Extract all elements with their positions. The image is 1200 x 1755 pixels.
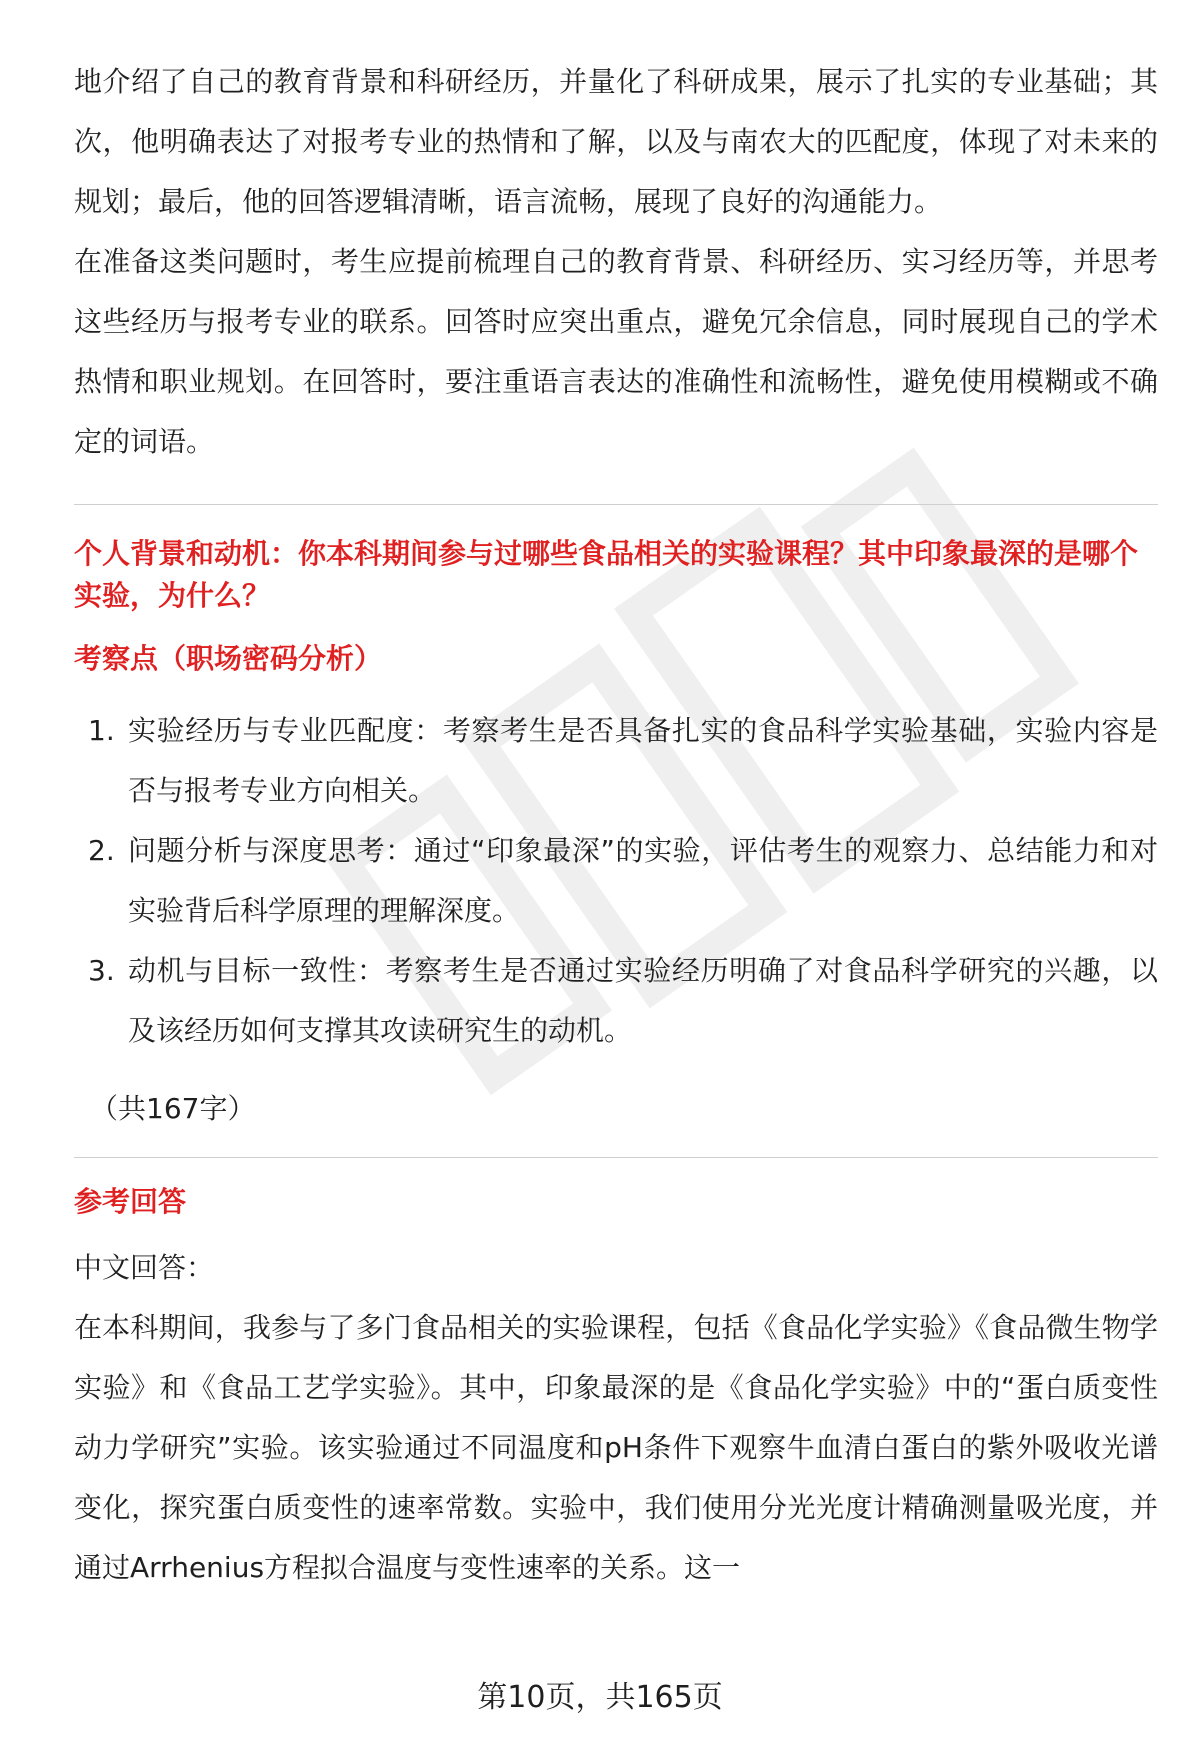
document-page xyxy=(74,52,1158,1598)
section-divider xyxy=(74,1157,1158,1158)
section-divider xyxy=(74,504,1158,505)
focus-points-list xyxy=(74,701,1158,1061)
focus-point: 2. 问题分析与深度思考：通过“印象最深”的实验，评估考生的观察力、总结能力和对实验背后科学原理的理解深度。 xyxy=(88,834,1158,927)
page-footer: 第10页，共165页 xyxy=(477,1680,723,1715)
intro-paragraph-2: 在准备这类问题时，考生应提前梳理自己的教育背景、科研经历、实习经历等，并思考这些经历与报考专业的联系。回答时应突出重点，避免冗余信息，同时展现自己的学术热情和职业规划。在回答时，要注重语言表达的准确性和流畅性，避免使用模糊或不确定的词语。 xyxy=(74,245,1158,458)
answer-label: 中文回答： xyxy=(74,1251,215,1284)
answer-heading: 参考回答 xyxy=(74,1185,187,1218)
answer-text: 在本科期间，我参与了多门食品相关的实验课程，包括《食品化学实验》《食品微生物学实验》和《食品工艺学实验》。其中，印象最深的是《食品化学实验》中的“蛋白质变性动力学研究”实验。该实验通过不同温度和pH条件下观察牛血清白蛋白的紫外吸收光谱变化，探究蛋白质变性的速率常数。实验中，我们使用分光光度计精确测量吸光度，并通过Arrhenius方程拟合温度与变性速率的关系。这一 xyxy=(74,1311,1158,1584)
focus-point: 3. 动机与目标一致性：考察考生是否通过实验经历明确了对食品科学研究的兴趣，以及该经历如何支撑其攻读研究生的动机。 xyxy=(88,954,1158,1047)
question-title: 个人背景和动机：你本科期间参与过哪些食品相关的实验课程？其中印象最深的是哪个实验，为什么？ xyxy=(74,537,1139,612)
word-count: （共167字） xyxy=(90,1092,256,1125)
focus-point: 1. 实验经历与专业匹配度：考察考生是否具备扎实的食品科学实验基础，实验内容是否与报考专业方向相关。 xyxy=(88,714,1158,807)
intro-paragraph-1: 地介绍了自己的教育背景和科研经历，并量化了科研成果，展示了扎实的专业基础；其次，他明确表达了对报考专业的热情和了解，以及与南农大的匹配度，体现了对未来的规划；最后，他的回答逻辑清晰，语言流畅，展现了良好的沟通能力。 xyxy=(74,65,1158,218)
focus-heading: 考察点（职场密码分析） xyxy=(74,642,383,675)
